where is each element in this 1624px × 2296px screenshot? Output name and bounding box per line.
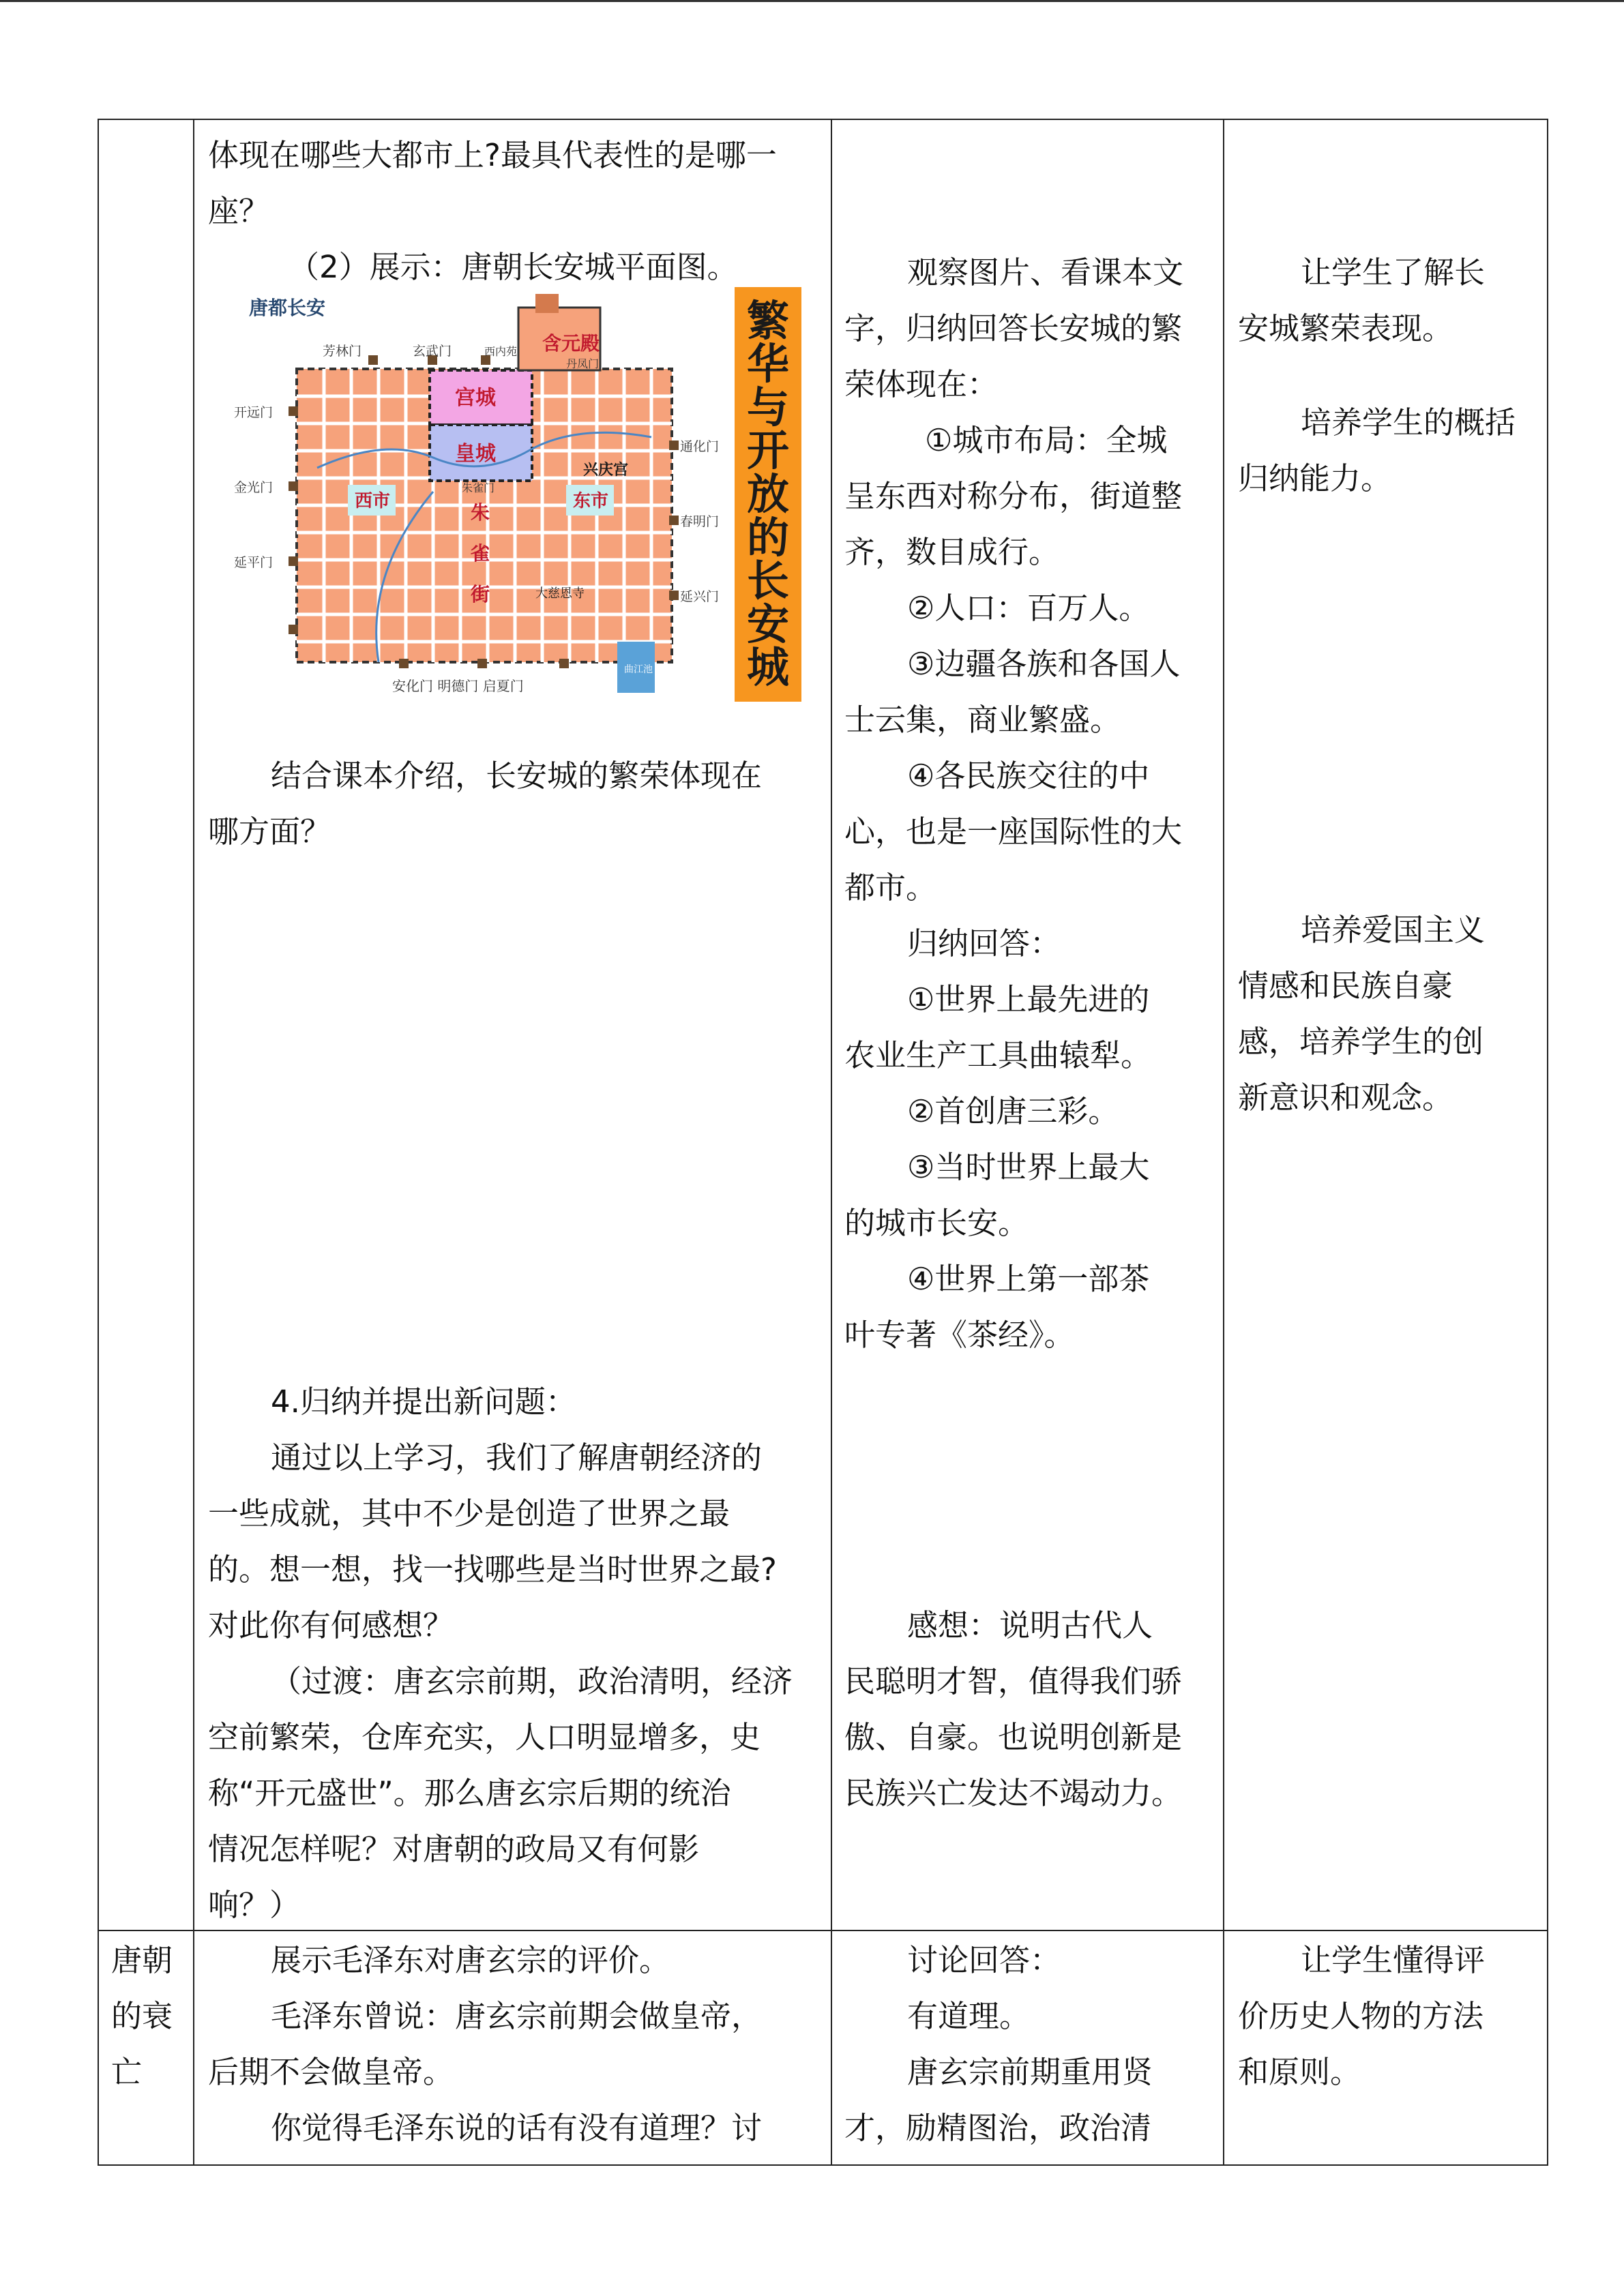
- text-line: 傲、自豪。也说明创新是: [844, 1719, 1183, 1755]
- changan-map-figure: [208, 287, 801, 702]
- map-label-huangcheng: 皇城: [455, 442, 496, 466]
- text-line: 归纳能力。: [1238, 460, 1392, 496]
- stage-label: 唐朝: [111, 1942, 173, 1978]
- text-line: 结合课本介绍，长安城的繁荣体现在: [271, 758, 763, 794]
- map-label-gongcheng: 宫城: [455, 386, 496, 410]
- map-label-zhuquemen: 朱雀门: [462, 481, 495, 494]
- text-line: 有道理。: [907, 1998, 1031, 2034]
- text-line: ④各民族交往的中: [907, 758, 1150, 794]
- text-line: 归纳回答：: [907, 925, 1061, 961]
- banner-char: 开: [746, 426, 789, 476]
- map-label-zhuque-1: 朱: [471, 501, 490, 524]
- text-line: 字，归纳回答长安城的繁: [844, 310, 1183, 346]
- text-line: 座？: [208, 193, 270, 229]
- text-line: 称“开元盛世”。那么唐玄宗后期的统治: [208, 1775, 731, 1811]
- banner-char: 长: [746, 556, 789, 606]
- map-label-xishi: 西市: [355, 491, 391, 511]
- text-line: ③当时世界上最大: [907, 1149, 1150, 1185]
- map-title-banner: [735, 287, 801, 702]
- map-label-xineiyuan: 西内苑: [484, 345, 518, 358]
- map-label-dayan: 大慈恩寺: [535, 586, 585, 601]
- design-intent-cell: [1224, 119, 1548, 1930]
- text-line: 和原则。: [1238, 2054, 1361, 2090]
- text-line: 让学生了解长: [1301, 254, 1486, 290]
- map-label-hanyuan: 含元殿: [542, 332, 600, 355]
- map-label-xingqing: 兴庆宫: [583, 462, 629, 479]
- text-line: 毛泽东曾说：唐玄宗前期会做皇帝，: [271, 1998, 763, 2034]
- page-top-rule: [0, 0, 1624, 2]
- text-line: 的城市长安。: [844, 1205, 1029, 1241]
- banner-char: 的: [746, 512, 789, 563]
- text-line: 价历史人物的方法: [1238, 1998, 1484, 2034]
- map-label-danfeng: 丹凤门: [566, 357, 600, 370]
- text-line: 农业生产工具曲辕犁。: [844, 1037, 1152, 1073]
- text-line: 安城繁荣表现。: [1238, 310, 1453, 346]
- map-label-bottom-gates: 安化门 明德门 启夏门: [392, 678, 524, 694]
- banner-char: 与: [746, 382, 789, 432]
- text-line: 心，也是一座国际性的大: [844, 814, 1183, 850]
- design-intent-cell: [1224, 1930, 1548, 2165]
- text-line: 响？）: [208, 1887, 301, 1923]
- banner-char: 城: [746, 642, 789, 693]
- text-line: 呈东西对称分布，街道整: [844, 478, 1183, 514]
- text-line: 叶专著《茶经》。: [844, 1317, 1075, 1353]
- student-activity-cell: [831, 119, 1224, 1930]
- text-line: ④世界上第一部茶: [907, 1261, 1150, 1297]
- map-label-kaiyuan: 开远门: [234, 405, 274, 420]
- text-line: 情况怎样呢？对唐朝的政局又有何影: [208, 1831, 700, 1867]
- teacher-activity-cell: [194, 1930, 831, 2165]
- map-label-xuanwu: 玄武门: [413, 344, 452, 359]
- text-line: ③边疆各族和各国人: [907, 646, 1181, 682]
- text-line: 对此你有何感想？: [208, 1607, 454, 1643]
- text-line: 培养爱国主义: [1301, 912, 1486, 948]
- text-line: 的。想一想，找一找哪些是当时世界之最?: [208, 1551, 777, 1587]
- text-line: 感，培养学生的创: [1238, 1024, 1484, 1060]
- map-label-qujiang: 曲江池: [624, 664, 653, 675]
- map-label-tonghua: 通化门: [680, 439, 720, 454]
- text-line: ②首创唐三彩。: [907, 1093, 1119, 1129]
- map-label-jinguang: 金光门: [234, 480, 274, 495]
- stage-label: 亡: [111, 2054, 143, 2090]
- text-line: 4.归纳并提出新问题：: [271, 1384, 576, 1420]
- map-label-zhuque-2: 雀: [471, 542, 490, 565]
- text-line: 荣体现在：: [844, 366, 999, 402]
- text-line: 体现在哪些大都市上?最具代表性的是哪一: [208, 137, 777, 173]
- text-line: （过渡：唐玄宗前期，政治清明，经济: [271, 1663, 793, 1699]
- stage-cell-empty: [98, 119, 194, 1930]
- banner-char: 放: [746, 468, 789, 519]
- table-row: [98, 119, 1548, 1930]
- text-line: 民族兴亡发达不竭动力。: [844, 1775, 1183, 1811]
- banner-char: 安: [746, 599, 789, 649]
- text-line: 让学生懂得评: [1301, 1942, 1486, 1978]
- map-title: 唐都长安: [249, 297, 326, 319]
- text-line: 情感和民族自豪: [1238, 968, 1453, 1004]
- map-label-zhuque-3: 街: [471, 583, 490, 606]
- text-line: 展示毛泽东对唐玄宗的评价。: [271, 1942, 670, 1978]
- text-line: 通过以上学习，我们了解唐朝经济的: [271, 1440, 763, 1476]
- stage-label: 的衰: [111, 1998, 173, 2034]
- student-activity-cell: [831, 1930, 1224, 2165]
- text-line: 空前繁荣，仓库充实，人口明显增多，史: [208, 1719, 761, 1755]
- teacher-activity-cell: [194, 119, 831, 1930]
- map-label-yanping: 延平门: [234, 555, 274, 570]
- map-label-dongshi: 东市: [573, 491, 609, 511]
- text-line: 齐，数目成行。: [844, 534, 1060, 570]
- text-line: 民聪明才智，值得我们骄: [844, 1663, 1183, 1699]
- text-line: 都市。: [844, 869, 937, 906]
- text-line: 唐玄宗前期重用贤: [907, 2054, 1153, 2090]
- text-line: 后期不会做皇帝。: [208, 2054, 454, 2090]
- text-line: 你觉得毛泽东说的话有没有道理？讨: [271, 2110, 763, 2146]
- text-line: ①城市布局：全城: [925, 422, 1168, 458]
- table-row: [98, 1930, 1548, 2165]
- banner-char: 繁: [746, 295, 789, 346]
- text-line: （2）展示：唐朝长安城平面图。: [289, 249, 738, 285]
- text-line: ②人口：百万人。: [907, 590, 1150, 626]
- text-line: 哪方面？: [208, 814, 331, 850]
- map-label-chunming: 春明门: [680, 514, 720, 529]
- text-line: 讨论回答：: [907, 1942, 1061, 1978]
- text-line: 一些成就，其中不少是创造了世界之最: [208, 1495, 730, 1532]
- text-line: 观察图片、看课本文: [907, 254, 1184, 290]
- text-line: 新意识和观念。: [1238, 1079, 1453, 1116]
- stage-cell: [98, 1930, 194, 2165]
- text-line: 培养学生的概括: [1301, 404, 1516, 441]
- map-label-fanglin: 芳林门: [323, 344, 362, 359]
- lesson-plan-table: [98, 119, 1548, 2166]
- map-label-yanxing: 延兴门: [680, 589, 720, 604]
- text-line: 士云集，商业繁盛。: [844, 702, 1121, 738]
- changan-city-plan-map: [208, 287, 801, 702]
- text-line: ①世界上最先进的: [907, 981, 1150, 1017]
- banner-char: 华: [746, 339, 789, 389]
- text-line: 才，励精图治，政治清: [844, 2110, 1152, 2146]
- text-line: 感想：说明古代人: [907, 1607, 1153, 1643]
